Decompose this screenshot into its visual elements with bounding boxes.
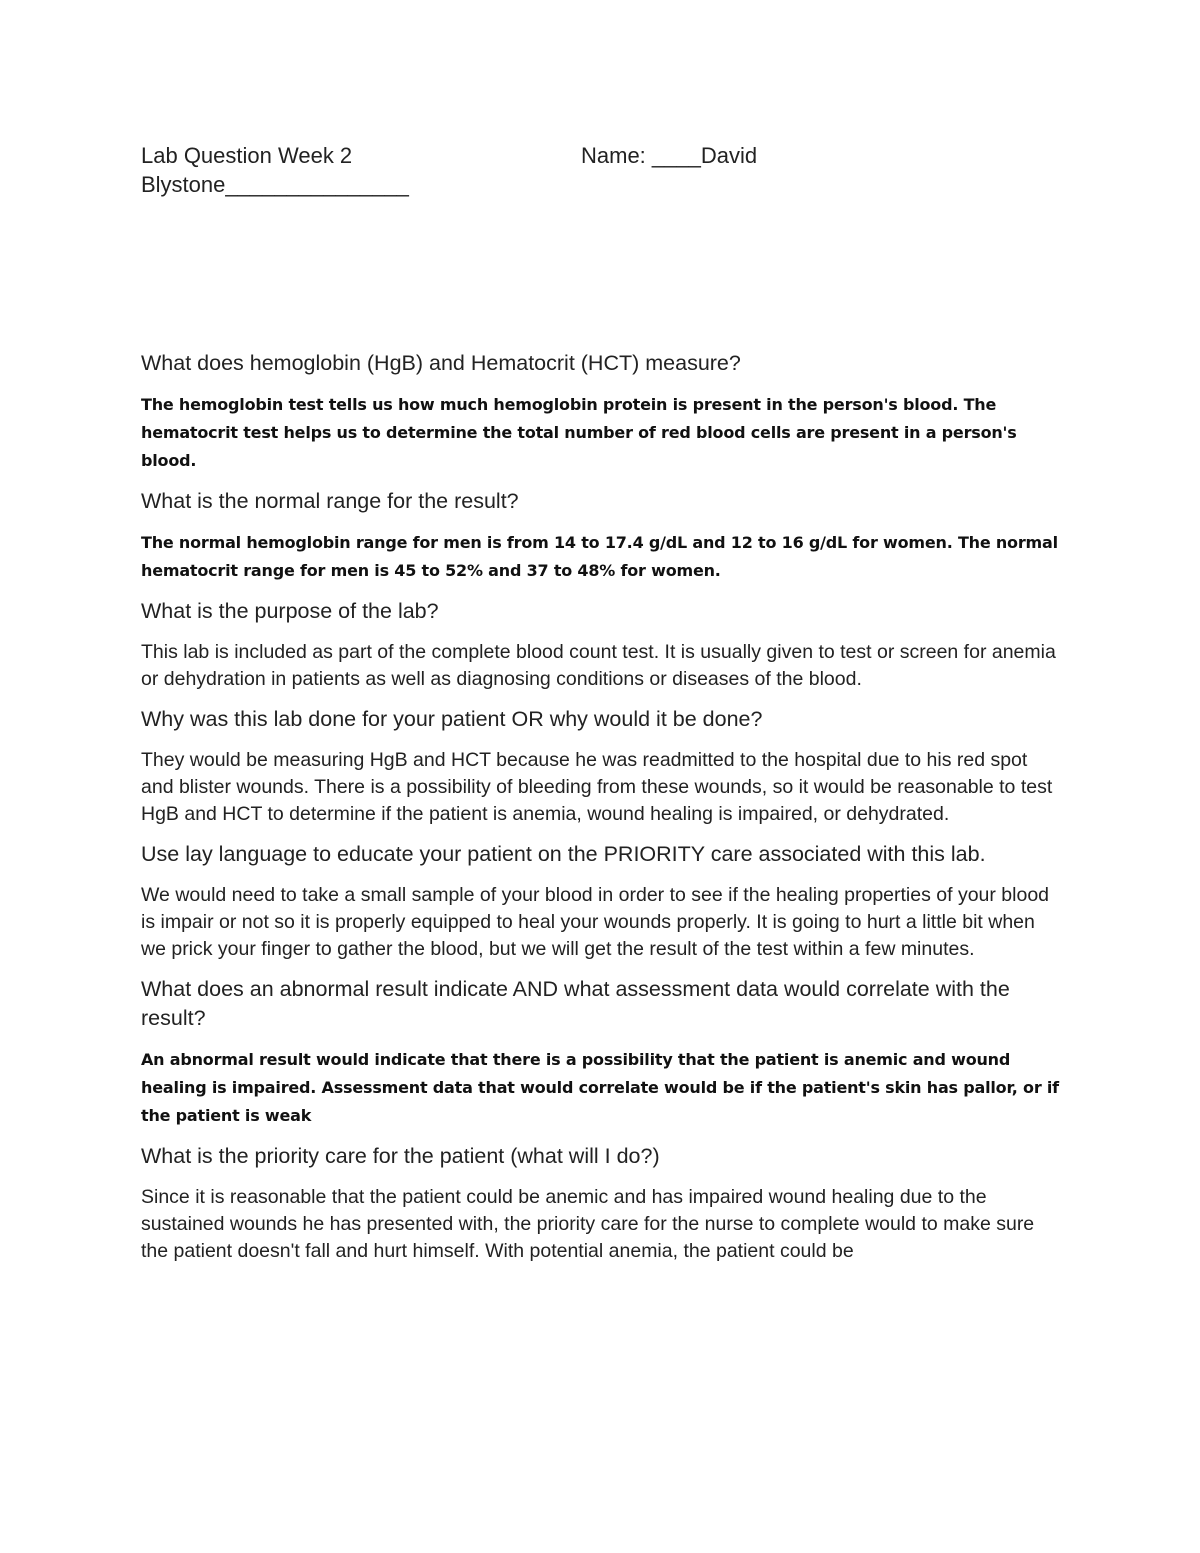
student-name-continuation: Blystone_______________: [141, 172, 409, 197]
question-lab-purpose: What is the purpose of the lab?: [141, 599, 439, 623]
answer-why-lab-done: They would be measuring HgB and HCT because he was readmitted to the hospital due to his red spot and blister wounds. There is a possibility of bleeding from these wounds, so it would be reasonable to test HgB and HCT to determine if the patient is anemia, wound healing is impaired, or dehydrated.: [141, 749, 1053, 825]
answer-lab-purpose: This lab is included as part of the complete blood count test. It is usually given to test or screen for anemia or dehydration in patients as well as diagnosing conditions or diseases of the blood.: [141, 641, 1056, 690]
document-header: [141, 141, 1061, 199]
student-name-label: Name: ____David: [581, 143, 758, 168]
question-abnormal-result: What does an abnormal result indicate AND what assessment data would correlate with the result?: [141, 977, 1010, 1030]
question-hgb-hct-measure: What does hemoglobin (HgB) and Hematocrit (HCT) measure?: [141, 351, 741, 375]
answer-priority-care: Since it is reasonable that the patient could be anemic and has impaired wound healing due to the sustained wounds he has presented with, the priority care for the nurse to complete would to make sure the patient doesn't fall and hurt himself. With potential anemia, the patient could be: [141, 1186, 1035, 1262]
question-patient-education: Use lay language to educate your patient on the PRIORITY care associated with this lab.: [141, 842, 986, 866]
assignment-title: Lab Question Week 2: [141, 143, 353, 168]
question-normal-range: What is the normal range for the result?: [141, 489, 519, 513]
answer-abnormal-result: An abnormal result would indicate that there is a possibility that the patient is anemic and wound healing is impaired. Assessment data that would correlate would be if the patient's skin has pallor, or if the patient is weak: [141, 1050, 1059, 1125]
answer-normal-range: The normal hemoglobin range for men is from 14 to 17.4 g/dL and 12 to 16 g/dL for women. The normal hematocrit range for men is 45 to 52% and 37 to 48% for women.: [141, 533, 1058, 580]
document-body: [141, 349, 1061, 1277]
question-why-lab-done: Why was this lab done for your patient OR why would it be done?: [141, 707, 763, 731]
answer-patient-education: We would need to take a small sample of your blood in order to see if the healing properties of your blood is impair or not so it is properly equipped to heal your wounds properly. It is going to hurt a little bit when we prick your finger to gather the blood, but we will get the result of the test within a few minutes.: [141, 884, 1050, 960]
answer-hgb-hct-measure: The hemoglobin test tells us how much hemoglobin protein is present in the person's blood. The hematocrit test helps us to determine the total number of red blood cells are present in a person's blood.: [141, 395, 1017, 470]
question-priority-care: What is the priority care for the patient (what will I do?): [141, 1144, 660, 1168]
